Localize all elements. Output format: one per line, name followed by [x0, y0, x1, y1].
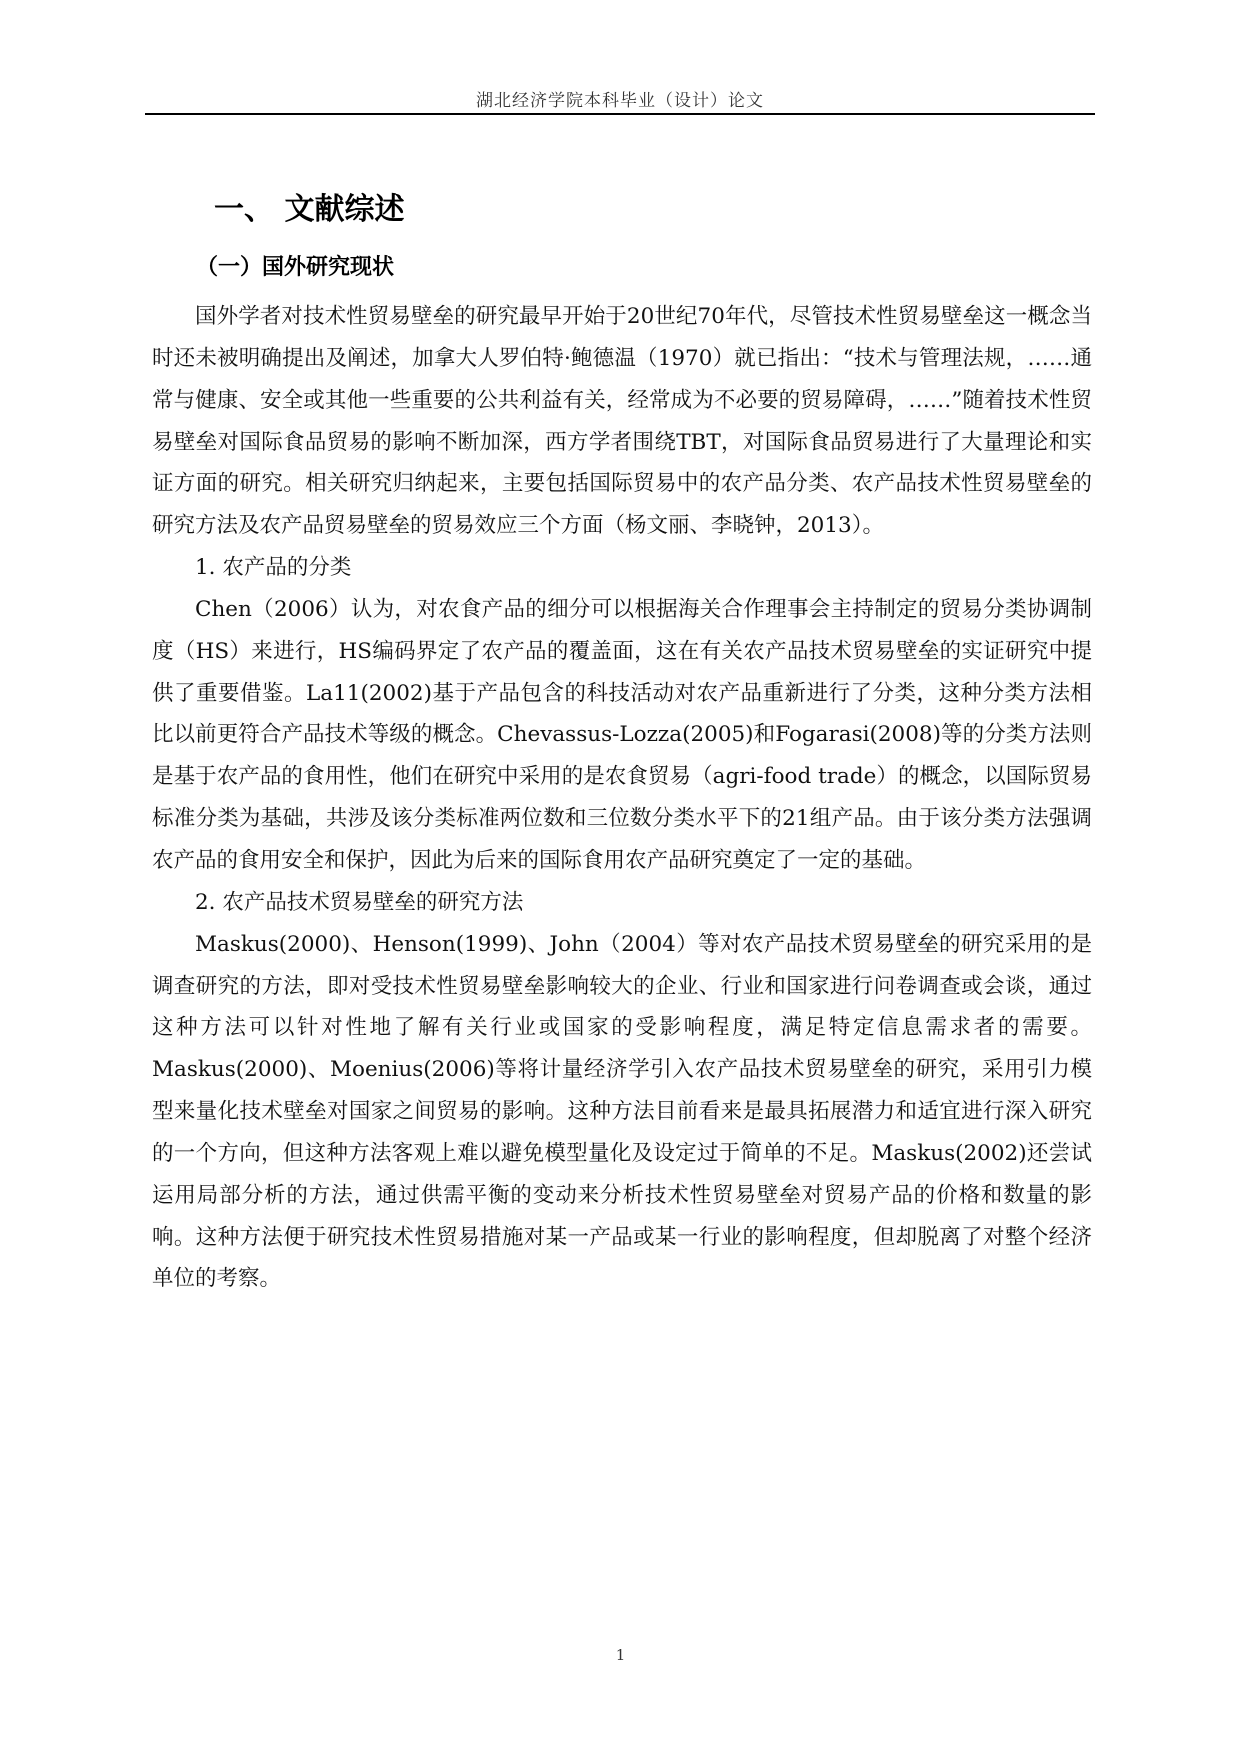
subheading-classification: 1. 农产品的分类 [195, 555, 352, 581]
running-header: 湖北经济学院本科毕业（设计）论文 [476, 91, 764, 111]
paragraph-intro: 国外学者对技术性贸易壁垒的研究最早开始于20世纪70年代，尽管技术性贸易壁垒这一概念当时还未被明确提出及阐述，加拿大人罗伯特·鲍德温（1970）就已指出：“技术与管理法规，……通常与健康、安全或其他一些重要的公共利益有关，经常成为不必要的贸易障碍，……”随着技术性贸易壁垒对国际食品贸易的影响不断加深，西方学者围绕TBT，对国际食品贸易进行了大量理论和实证方面的研究。相关研究归纳起来，主要包括国际贸易中的农产品分类、农产品技术性贸易壁垒的研究方法及农产品贸易壁垒的贸易效应三个方面（杨文丽、李晓钟，2013）。 [152, 304, 1092, 539]
subheading-research-methods: 2. 农产品技术贸易壁垒的研究方法 [195, 889, 524, 915]
body-text [152, 296, 1092, 1300]
paragraph-research-methods: Maskus(2000)、Henson(1999)、John（2004）等对农产品技术贸易壁垒的研究采用的是调查研究的方法，即对受技术性贸易壁垒影响较大的企业、行业和国家进行问卷调查或会谈，通过这种方法可以针对性地了解有关行业或国家的受影响程度，满足特定信息需求者的需要。Maskus(2000)、Moenius(2006)等将计量经济学引入农产品技术贸易壁垒的研究，采用引力模型来量化技术壁垒对国家之间贸易的影响。这种方法目前看来是最具拓展潜力和适宜进行深入研究的一个方向，但这种方法客观上难以避免模型量化及设定过于简单的不足。Maskus(2002)还尝试运用局部分析的方法，通过供需平衡的变动来分析技术性贸易壁垒对贸易产品的价格和数量的影响。这种方法便于研究技术性贸易措施对某一产品或某一行业的影响程度，但却脱离了对整个经济单位的考察。 [152, 931, 1092, 1292]
page-number: 1 [615, 1646, 626, 1664]
chapter-heading: 一、 文献综述 [214, 192, 405, 227]
paragraph-classification: Chen（2006）认为，对农食产品的细分可以根据海关合作理事会主持制定的贸易分类协调制度（HS）来进行，HS编码界定了农产品的覆盖面，这在有关农产品技术贸易壁垒的实证研究中提供了重要借鉴。La11(2002)基于产品包含的科技活动对农产品重新进行了分类，这种分类方法相比以前更符合产品技术等级的概念。Chevassus-Lozza(2005)和Fogarasi(2008)等的分类方法则是基于农产品的食用性，他们在研究中采用的是农食贸易（agri-food trade）的概念，以国际贸易标准分类为基础，共涉及该分类标准两位数和三位数分类水平下的21组产品。由于该分类方法强调农产品的食用安全和保护，因此为后来的国际食用农产品研究奠定了一定的基础。 [152, 596, 1092, 873]
section-heading: （一）国外研究现状 [196, 255, 395, 280]
header-divider [145, 113, 1095, 115]
